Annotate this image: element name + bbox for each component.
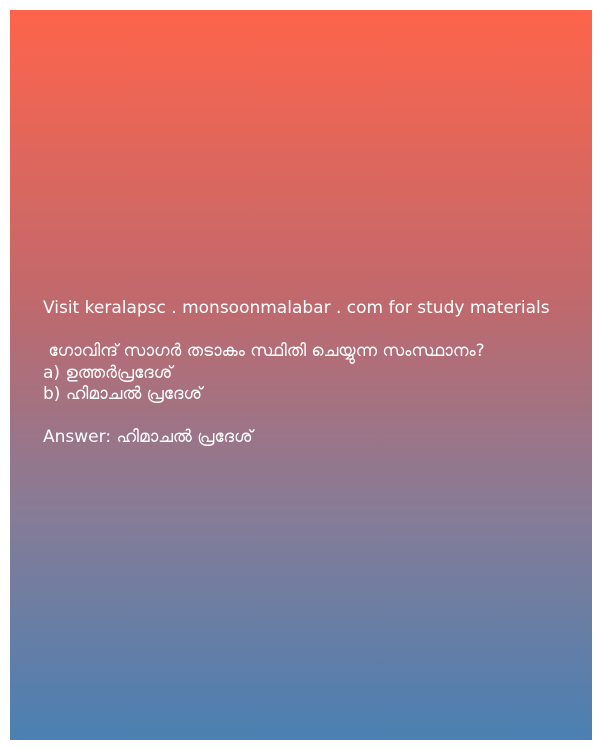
spacer [43, 320, 583, 342]
question-text: ഗോവിന്ദ് സാഗർ തടാകം സ്ഥിതി ചെയ്യുന്ന സംസ്ഥാനം? [43, 341, 485, 361]
option-a: a) ഉത്തർപ്രദേശ് [43, 362, 173, 383]
option-b: b) ഹിമാചൽ പ്രദേശ് [43, 384, 203, 404]
promo-text: Visit keralapsc . monsoonmalabar . com for study materials [43, 298, 550, 318]
spacer [43, 406, 583, 428]
answer-text: Answer: ഹിമാചൽ പ്രദേശ് [43, 427, 253, 447]
quiz-card [10, 10, 592, 740]
quiz-content [43, 298, 583, 449]
